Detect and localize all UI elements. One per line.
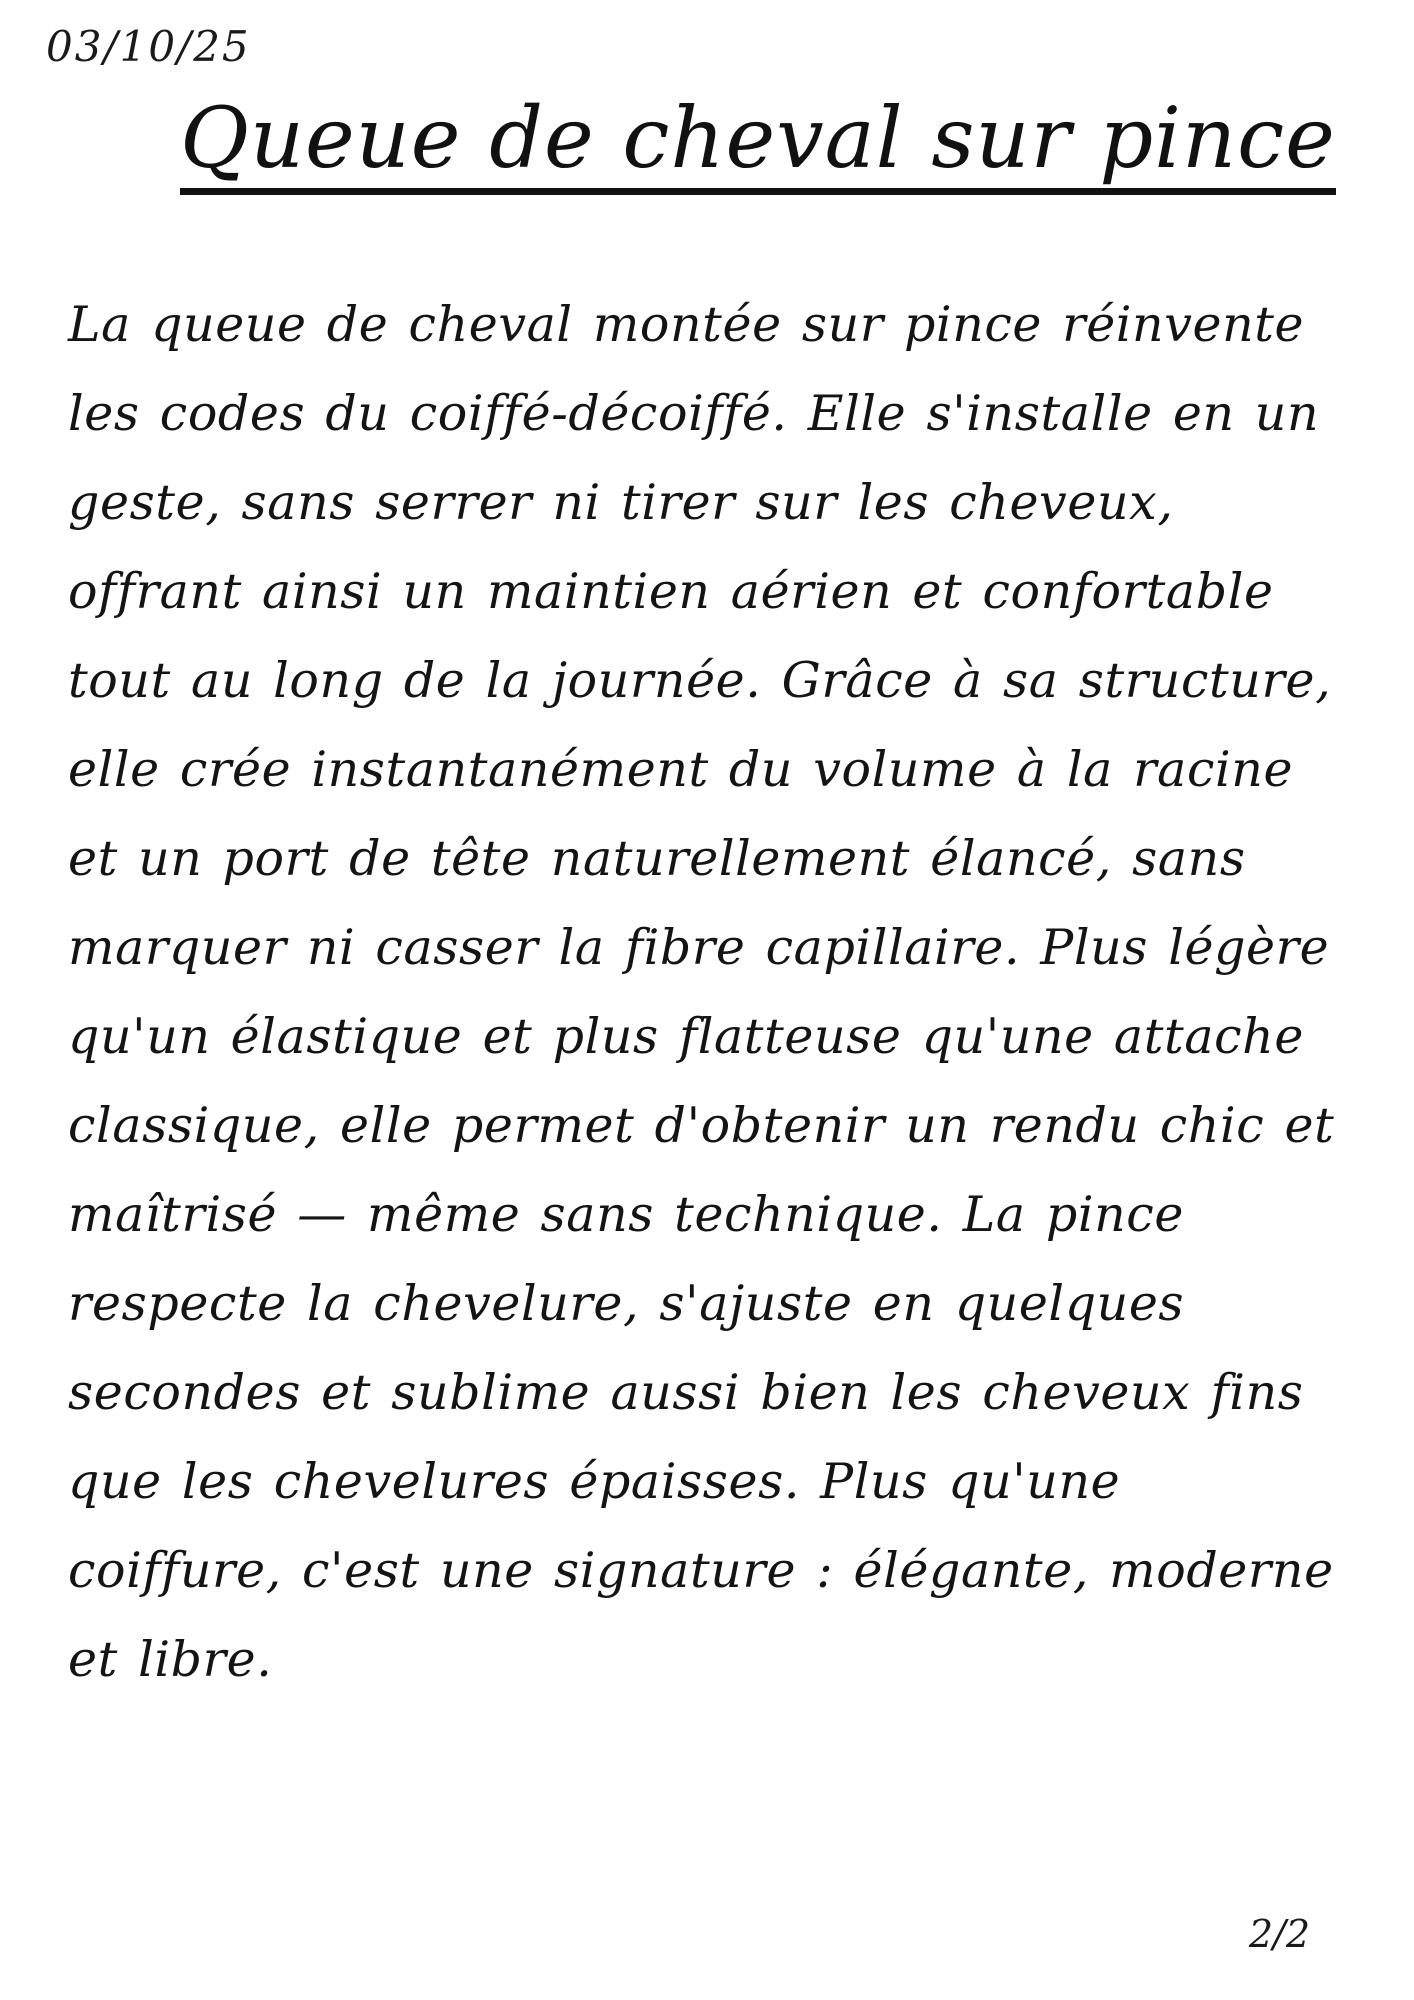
title-container [180, 89, 1336, 195]
page-title: Queue de cheval sur pince [180, 92, 1336, 195]
body-paragraph: La queue de cheval montée sur pince réinvente les codes du coiffé-décoiffé. Elle s'installe en un geste, sans serrer ni tirer sur les cheveux, offrant ainsi un maintien aérien et confortable tout au long de la journée. Grâce à sa structure, elle crée instantanément du volume à la racine et un port de tête naturellement élancé, sans marquer ni casser la fibre capillaire. Plus légère qu'un élastique et plus flatteuse qu'une attache classique, elle permet d'obtenir un rendu chic et maîtrisé — même sans technique. La pince respecte la chevelure, s'ajuste en quelques secondes et sublime aussi bien les cheveux fins que les chevelures épaisses. Plus qu'une coiffure, c'est une signature : élégante, moderne et libre. [68, 296, 1335, 1688]
page-number: 2/2 [1248, 1912, 1310, 1956]
date-label: 03/10/25 [46, 22, 251, 71]
